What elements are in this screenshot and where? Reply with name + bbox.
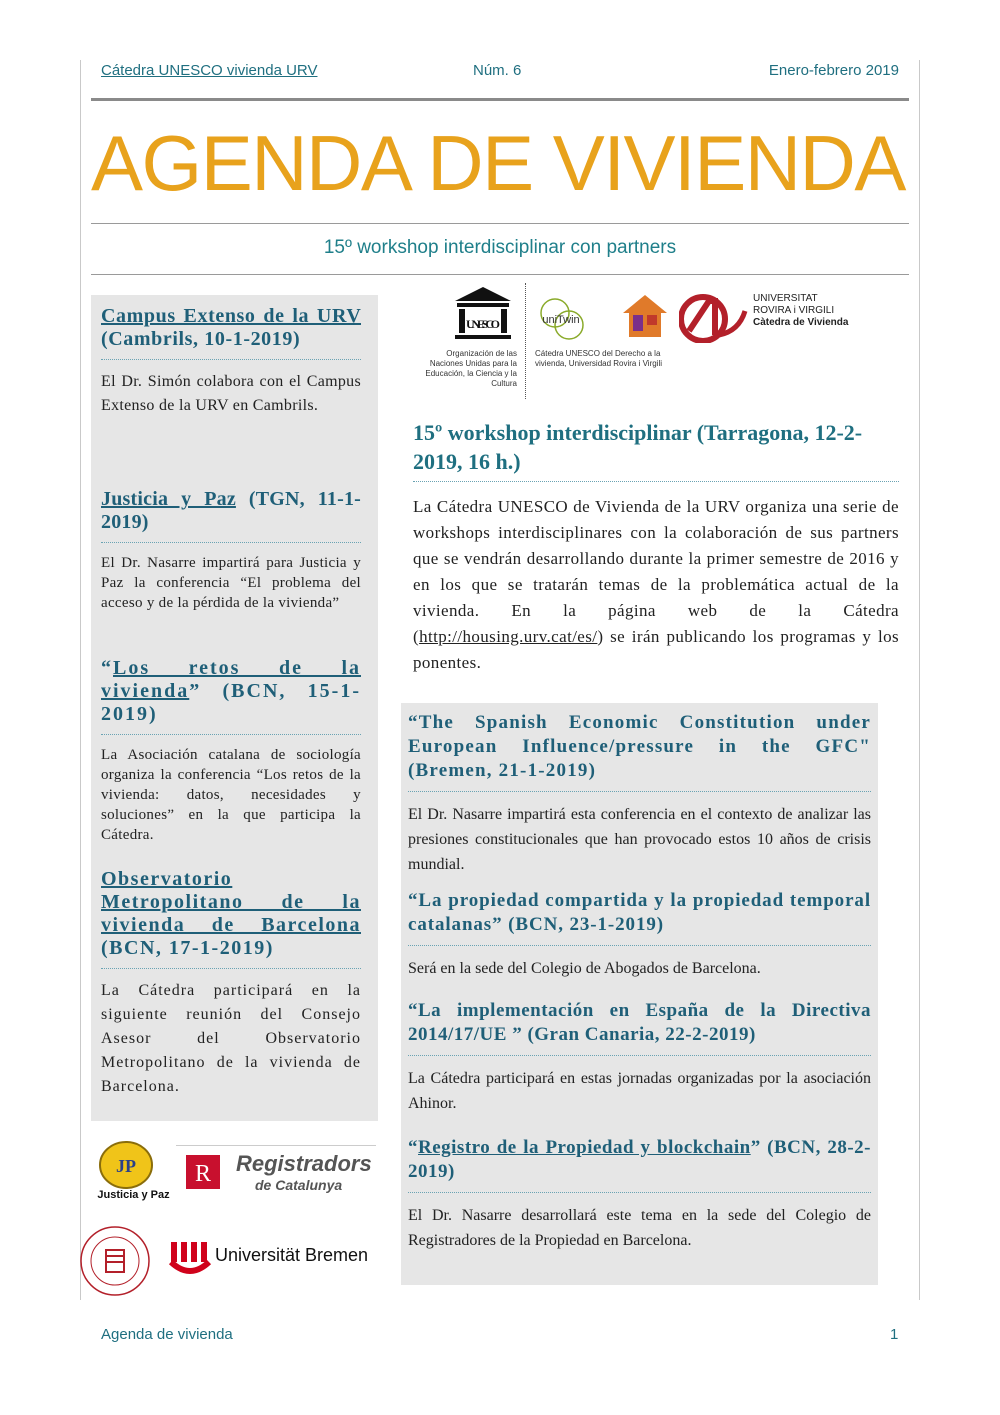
event-body: El Dr. Nasarre impartirá esta conferencia en el contexto de analizar las presiones constitucionales que han provocado estos 10 años de crisis mundial.: [408, 806, 871, 873]
masthead-rule: [91, 223, 909, 224]
main-article-body: [413, 494, 899, 676]
unesco-word: UNESCO: [466, 317, 500, 331]
event-item-directiva: [408, 999, 871, 1116]
title-date: ” (BCN, 28-2-2019): [408, 1137, 871, 1182]
housing-chair-logo-icon: [621, 293, 669, 339]
event-title: “La propiedad compartida y la propiedad temporal catalanas” (BCN, 23-1-2019): [408, 890, 871, 935]
unesco-temple-icon: [453, 285, 513, 343]
sidebar-item-body: El Dr. Nasarre impartirá para Justicia y Paz la conferencia “El problema del acceso y de la pérdida de la vivienda”: [101, 555, 361, 611]
footer-title: Agenda de vivienda: [101, 1326, 233, 1343]
sidebar-item-title: [101, 305, 361, 351]
dotted-divider: [101, 734, 361, 735]
event-body: Será en la sede del Colegio de Abogados de Barcelona.: [408, 960, 761, 977]
issue-number: Núm. 6: [473, 62, 522, 79]
page-header: [101, 62, 899, 84]
justicia-paz-link[interactable]: Justicia y Paz: [101, 488, 236, 510]
masthead-text: AGENDA DE VIVIENDA: [91, 119, 905, 207]
event-title: [408, 1136, 871, 1184]
dotted-divider: [408, 945, 871, 946]
events-panel: [401, 703, 878, 1285]
title-date: ” (BCN, 15-1-2019): [101, 680, 361, 725]
bremen-name: Universität Bremen: [215, 1245, 369, 1265]
title-date: (TGN, 11-1-2019): [101, 488, 361, 533]
page-subtitle: 15º workshop interdisciplinar con partners: [323, 237, 677, 258]
main-body-text: La Cátedra UNESCO de Vivienda de la URV organiza una serie de workshops interdisciplinares con la colaboración de sus partners que se vendrán desarrollando durante la primer semestre de 2016 y en los que se tratarán temas de la problemática actual de la vivienda. En la página web de la Cátedra (: [413, 497, 899, 646]
blockchain-link[interactable]: Registro de la Propiedad y blockchain: [418, 1137, 751, 1158]
housing-url-link[interactable]: http://housing.urv.cat/es/: [419, 627, 598, 646]
event-item-propiedad-compartida: [408, 889, 871, 981]
title-date: (BCN, 17-1-2019): [101, 937, 274, 959]
header-link-catedra[interactable]: Cátedra UNESCO vivienda URV: [101, 62, 318, 79]
main-body-text-end: ) se irán publicando los programas y los ponentes.: [413, 627, 899, 672]
registradors-r-icon: [186, 1155, 220, 1189]
sidebar-item-justicia-paz: [101, 488, 361, 613]
sidebar-item-body: La Asociación catalana de sociología organiza la conferencia “Los retos de la vivienda: datos, necesidades y soluciones” en la que participa la Cátedra.: [101, 747, 361, 843]
unesco-caption: Organización de las Naciones Unidas para la Educación, la Ciencia y la Cultura: [425, 349, 517, 388]
r-letter-icon: [186, 1155, 220, 1189]
dotted-divider: [101, 542, 361, 543]
dotted-divider: [408, 1055, 871, 1056]
sidebar-item-body: La Cátedra participará en la siguiente reunión del Consejo Asesor del Observatorio Metropolitano de la vivienda de Barcelona.: [101, 982, 361, 1095]
dotted-divider: [101, 968, 361, 969]
page-border-right: [919, 60, 920, 1300]
sidebar-item-body: El Dr. Simón colabora con el Campus Extenso de la URV en Cambrils.: [101, 373, 361, 414]
sidebar-item-campus-extenso: [101, 305, 361, 418]
retos-vivienda-link[interactable]: Los retos de la vivienda: [101, 657, 361, 702]
justicia-paz-name: Justicia y Paz: [97, 1189, 170, 1201]
dotted-divider: [408, 791, 871, 792]
sidebar-item-retos-vivienda: [101, 657, 361, 845]
sidebar-item-title: [101, 868, 361, 960]
event-body: El Dr. Nasarre desarrollará este tema en la sede del Colegio de Registradores de la Propiedad en Barcelona.: [408, 1207, 871, 1249]
jp-monogram: JP: [116, 1156, 136, 1176]
registradors-sub: de Catalunya: [255, 1177, 343, 1193]
urv-logo-icon: [679, 291, 749, 343]
justicia-paz-emblem-icon: [96, 1140, 156, 1190]
sidebar-panel: [91, 295, 378, 1121]
campus-extenso-link[interactable]: Campus Extenso de la URV: [101, 305, 361, 327]
issue-date: Enero-febrero 2019: [768, 62, 899, 79]
partner-logos-top: [413, 283, 908, 403]
sidebar-item-title: [101, 657, 361, 726]
quote-open: “: [101, 657, 113, 679]
event-item-bremen: [408, 711, 871, 877]
unitwin-icon: [533, 291, 589, 347]
sidebar-item-title: [101, 488, 361, 534]
bremen-mark-icon: [169, 1240, 211, 1276]
subtitle-rule: [91, 274, 909, 275]
main-article-title: 15º workshop interdisciplinar (Tarragona, 12-2-2019, 16 h.): [413, 420, 863, 474]
quote-open: “: [408, 1137, 418, 1158]
dotted-divider: [101, 359, 361, 360]
urv-line-3: Càtedra de Vivienda: [753, 317, 849, 328]
logo-divider: [176, 1145, 376, 1146]
partner-logos-bottom: [91, 1135, 381, 1295]
header-rule: [91, 98, 909, 101]
title-date: (Cambrils, 10-1-2019): [101, 328, 301, 350]
dotted-divider: [408, 1192, 871, 1193]
icab-seal-icon: [76, 1222, 154, 1300]
urv-line-2: ROVIRA i VIRGILI: [753, 305, 835, 316]
page-border-left: [80, 60, 81, 1300]
event-body: La Cátedra participará en estas jornadas organizadas por la asociación Ahinor.: [408, 1070, 871, 1112]
logo-divider: [525, 283, 526, 399]
masthead-title: [91, 118, 911, 208]
unitwin-word: uniTwin: [542, 314, 580, 326]
unitwin-caption: Cátedra UNESCO del Derecho a la vivienda, Universidad Rovira i Virgili: [535, 349, 663, 368]
dotted-divider: [413, 481, 899, 482]
event-title: “The Spanish Economic Constitution under European Influence/pressure in the GFC" (Bremen, 21-1-2019): [408, 712, 871, 781]
reg-letter: R: [194, 1161, 212, 1187]
event-item-blockchain: [408, 1136, 871, 1253]
event-title: “La implementación en España de la Directiva 2014/17/UE ” (Gran Canaria, 22-2-2019): [408, 1000, 871, 1045]
registradors-name: Registradors: [236, 1151, 372, 1176]
urv-name: [753, 293, 848, 329]
urv-line-1: UNIVERSITAT: [753, 293, 818, 304]
page-number: 1: [890, 1326, 899, 1343]
observatorio-link[interactable]: Observatorio Metropolitano de la vivienda de Barcelona: [101, 868, 361, 936]
sidebar-item-observatorio: [101, 868, 361, 1099]
